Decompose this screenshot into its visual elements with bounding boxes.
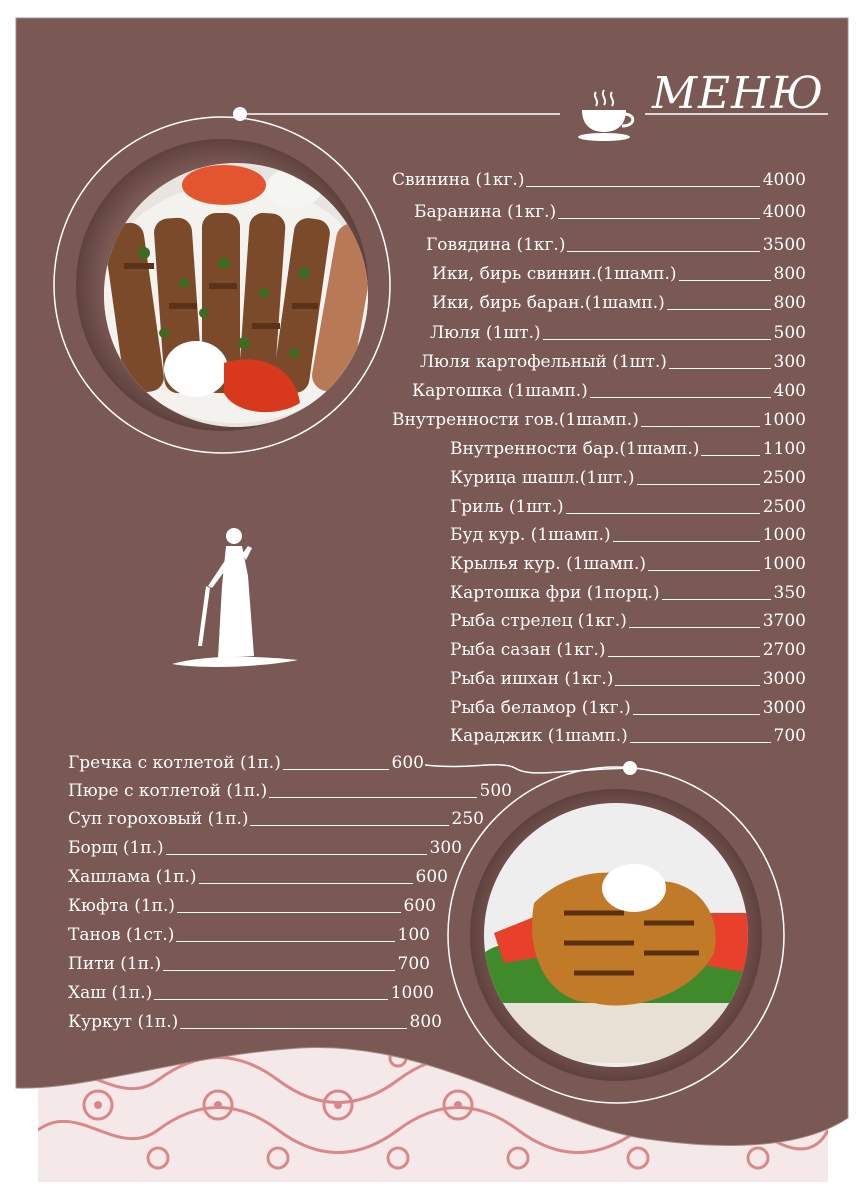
menu-item-name: Люля картофельный (1шт.) [420,352,667,372]
menu-item-price: 300 [429,838,462,858]
menu-item [414,197,806,223]
kebab-plate-photo [104,163,368,427]
leader-line [608,656,760,657]
menu-item-name: Ики, бирь свинин.(1шамп.) [432,264,677,284]
menu-item-name: Караджик (1шамп.) [450,726,628,746]
coffee-cup-icon [574,88,638,144]
menu-item [68,833,462,859]
menu-item [450,463,806,489]
menu-item-price: 3700 [762,611,806,631]
menu-item-name: Пити (1п.) [68,954,162,974]
menu-item-name: Баранина (1кг.) [414,202,557,222]
leader-line [615,685,759,686]
menu-item-price: 4000 [762,202,806,222]
leader-line [199,883,413,884]
leader-line [558,218,760,219]
menu-item-name: Говядина (1кг.) [426,235,566,255]
menu-item [68,804,484,830]
menu-item-price: 1100 [762,439,806,459]
menu-item-name: Внутренности гов.(1шамп.) [392,410,639,430]
leader-line [630,742,771,743]
menu-item [450,606,806,632]
menu-item-name: Крылья кур. (1шамп.) [450,554,647,574]
menu-item [68,776,512,802]
menu-item-price: 100 [397,925,430,945]
menu-item-price: 1000 [390,983,434,1003]
menu-item-name: Рыба стрелец (1кг.) [450,611,627,631]
lady-silhouette-icon [168,526,302,676]
menu-item-name: Пюре с котлетой (1п.) [68,781,268,801]
menu-item [430,318,806,344]
menu-item-name: Гречка с котлетой (1п.) [68,753,281,773]
leader-line [637,484,760,485]
menu-item-name: Танов (1ст.) [68,925,175,945]
menu-item-price: 700 [773,726,806,746]
leader-line [177,912,401,913]
menu-item-name: Курица шашл.(1шт.) [450,468,635,488]
menu-item-name: Борщ (1п.) [68,838,164,858]
leader-line [641,426,760,427]
menu-item-name: Свинина (1кг.) [392,170,525,190]
menu-item [68,891,436,917]
menu-item [450,549,806,575]
leader-line [648,570,760,571]
menu-item [450,520,806,546]
leader-line [269,797,476,798]
menu-item-price: 3500 [762,235,806,255]
menu-item-name: Хаш (1п.) [68,983,153,1003]
leader-line [567,251,759,252]
chicken-plate-photo [484,803,748,1067]
menu-item-price: 350 [773,583,806,603]
menu-item [68,748,424,774]
menu-item [68,949,430,975]
menu-item-price: 400 [773,381,806,401]
menu-item-name: Картошка (1шамп.) [412,381,588,401]
menu-item-name: Внутренности бар.(1шамп.) [450,439,700,459]
menu-item-name: Люля (1шт.) [430,323,541,343]
menu-item-price: 2500 [762,468,806,488]
menu-item-price: 800 [409,1012,442,1032]
menu-item-price: 1000 [762,410,806,430]
menu-item-price: 300 [773,352,806,372]
menu-item-price: 600 [391,753,424,773]
leader-line [667,309,771,310]
leader-line [526,186,759,187]
menu-item [432,288,806,314]
leader-line [543,339,771,340]
leader-line [590,397,771,398]
menu-item-name: Хашлама (1п.) [68,867,197,887]
leader-line [662,599,771,600]
menu-item-name: Кюфта (1п.) [68,896,176,916]
menu-item [392,405,806,431]
menu-item [450,721,806,747]
leader-line [701,455,759,456]
leader-line [679,280,771,281]
menu-item-price: 2700 [762,640,806,660]
leader-line [166,854,427,855]
menu-item [392,165,806,191]
leader-line [613,541,760,542]
menu-item-price: 3000 [762,669,806,689]
menu-item-price: 1000 [762,525,806,545]
menu-item-name: Рыба беламор (1кг.) [450,698,631,718]
menu-item-price: 800 [773,293,806,313]
leader-line [154,999,387,1000]
menu-item [450,578,806,604]
leader-line [163,970,394,971]
menu-item-name: Ики, бирь баран.(1шамп.) [432,293,665,313]
menu-item [68,1007,442,1033]
leader-line [566,513,760,514]
menu-item-price: 700 [397,954,430,974]
page-title: МЕНЮ [652,68,825,119]
leader-line [180,1028,406,1029]
menu-item [412,376,806,402]
menu-item-price: 2500 [762,497,806,517]
menu-item [450,664,806,690]
menu-item [450,434,806,460]
leader-line [629,627,760,628]
menu-item-name: Гриль (1шт.) [450,497,564,517]
leader-line [176,941,394,942]
menu-item [450,635,806,661]
menu-item-name: Рыба сазан (1кг.) [450,640,606,660]
menu-item [426,230,806,256]
menu-item [450,492,806,518]
menu-item-price: 500 [773,323,806,343]
menu-item [68,862,448,888]
menu-item-price: 600 [403,896,436,916]
leader-line [669,368,771,369]
menu-item-name: Буд кур. (1шамп.) [450,525,611,545]
menu-item [420,347,806,373]
menu-item-price: 500 [479,781,512,801]
menu-item-price: 250 [451,809,484,829]
menu-item-name: Рыба ишхан (1кг.) [450,669,614,689]
menu-item-name: Суп гороховый (1п.) [68,809,249,829]
menu-item-name: Картошка фри (1порц.) [450,583,660,603]
menu-item [432,259,806,285]
menu-item-price: 4000 [762,170,806,190]
leader-line [283,769,389,770]
leader-line [633,714,760,715]
menu-item-price: 600 [415,867,448,887]
menu-item-price: 1000 [762,554,806,574]
menu-item [68,978,434,1004]
menu-item-price: 3000 [762,698,806,718]
menu-item [450,693,806,719]
menu-item [68,920,430,946]
menu-item-price: 800 [773,264,806,284]
menu-item-name: Куркут (1п.) [68,1012,179,1032]
leader-line [250,825,448,826]
